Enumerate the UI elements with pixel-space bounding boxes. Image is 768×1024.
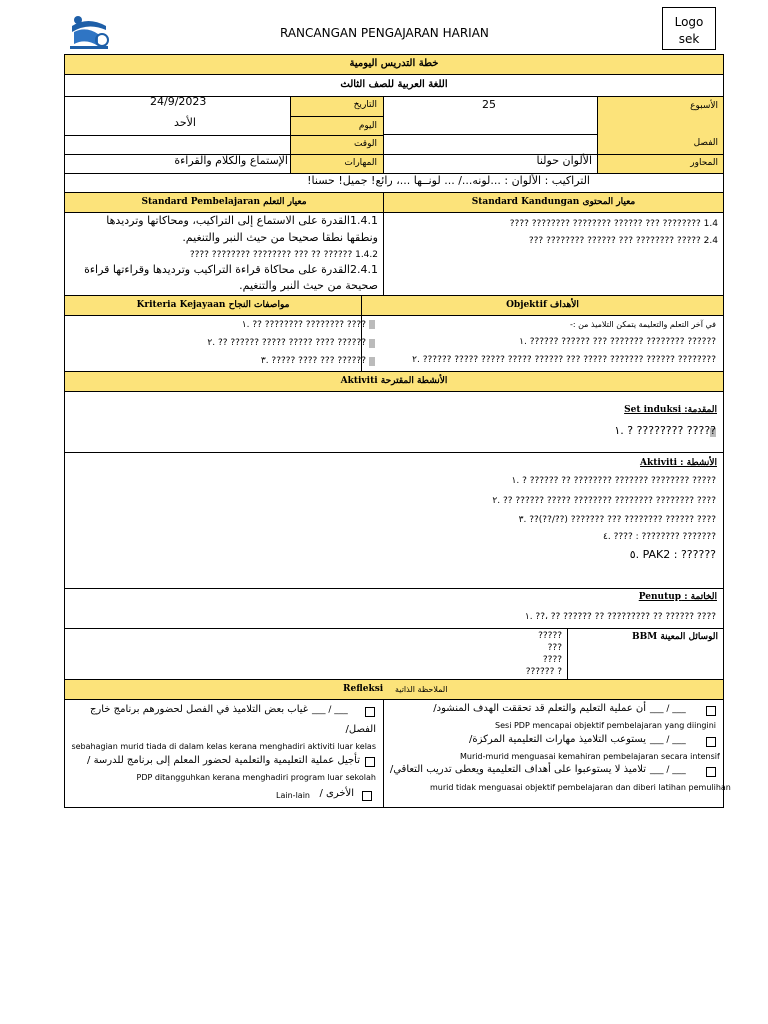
day-label: اليوم (358, 121, 377, 131)
bbm-item-2: ??? (547, 643, 562, 653)
reflection-right-ar-1: أن عملية التعليم والتعلم قد تحققت الهدف المنشود/ (433, 703, 646, 714)
objective-line-1: ١. ?????? ?????? ??? ??????? ???????? ?????? (519, 337, 716, 347)
learning-standard-line-1: 1.4.1القدرة على الاستماع إلى التراكيب، ومحاكاتها وترديدها (106, 214, 378, 227)
logo-placeholder-text: Logo sek (674, 15, 704, 46)
learning-standard-line-3: ???? ???????? ???????? ??? ?? ?????? 1.4.2 (189, 250, 378, 260)
main-title: خطة التدريس اليومية (349, 58, 439, 69)
objective-header: Objektif الأهداف (506, 300, 579, 310)
axis-label: المحاور (690, 158, 718, 168)
reflection-left-checkbox-1[interactable] (365, 707, 375, 717)
activity-line-2: ٢. ?? ?????? ????? ???????? ???????? ???????? ???? (492, 496, 716, 506)
criteria-line-1: ١. ?? ???????? ???????? ???? (241, 320, 366, 330)
activity-line-1: ١. ? ?????? ?? ???????? ??????? ???????? ????? (511, 476, 716, 486)
learning-standard-line-4: 2.4.1القدرة على محاكاة قراءة التراكيب وترديدها وقراءتها قراءة (84, 263, 378, 276)
criteria-line-2: ٢. ?? ?????? ????? ????? ???? ?????? (207, 338, 366, 348)
reflection-left-ar-3: الأخرى / (319, 788, 354, 799)
reflection-left-ms-3: Lain-lain (276, 791, 310, 800)
reflection-right-ar-3: تلاميذ لا يستوعبوا على أهداف التعليمية ويعطى تدريب التعاقي/ (389, 764, 646, 775)
closing-line: ١. ??، ?? ?????? ?? ????????? ?? ?????? ???? (524, 612, 716, 622)
activity-line-3: ٣. ??(??/??) ??????? ??? ???????? ?????? ???? (518, 515, 716, 525)
bbm-item-3: ???? (542, 655, 562, 665)
reflection-left-ar-1b: الفصل/ (345, 724, 376, 735)
reflection-left-ar-1: غياب بعض التلاميذ في الفصل لحضورهم برنامج خارج (89, 704, 308, 715)
content-standard-line-1: ???? ???????? ???????? ?????? ??? ???????? 1.4 (509, 219, 718, 229)
activity-label: الأنشطة : Aktiviti (640, 458, 717, 468)
learning-standard-line-5: صحيحة من حيث النبر والتنغيم. (239, 279, 378, 292)
reflection-left-checkbox-3[interactable] (362, 791, 372, 801)
reflection-right-checkbox-1[interactable] (706, 706, 716, 716)
class-label: الفصل (693, 138, 718, 148)
structures-text: التراكيب : الألوان : ...لونه.../ ... لونــها ...، رائع! جميل! حسنا! (307, 174, 590, 187)
activity-line-5: ٥. PAK2 : ?????? (629, 548, 716, 561)
reflection-left-blank-1: ___ / ___ (312, 705, 348, 715)
reflection-right-checkbox-2[interactable] (706, 737, 716, 747)
reflection-right-blank-2: ___ / ___ (650, 735, 686, 745)
page-title: RANCANGAN PENGAJARAN HARIAN (280, 26, 489, 40)
criteria-line-3: ٣. ????? ???? ??? ?????? (260, 356, 366, 366)
activity-line-4: ٤. ???? : ???????? ??????? (603, 532, 716, 542)
bbm-item-1: ????? (538, 631, 562, 641)
objective-line-2: ٢. ?????? ????? ????? ????? ?????? ??? ????? ??????? ?????? ???????? (412, 355, 716, 365)
reflection-right-ms-1: Sesi PDP mencapai objektif pembelajaran yang diingini (495, 721, 716, 730)
reflection-header-arabic: الملاحظة الذاتية (395, 685, 448, 694)
skills-label: المهارات (344, 158, 377, 168)
reflection-right-ar-2: يستوعب التلاميذ مهارات التعليمية المركزة/ (468, 734, 646, 745)
school-logo (68, 12, 110, 50)
set-induction-label: المقدمة: Set induksi (624, 405, 717, 415)
date-label: التاريخ (353, 100, 377, 110)
activities-header: Aktiviti الأنشطة المقترحة (340, 376, 448, 386)
reflection-left-ms-1: sebahagian murid tiada di dalam kelas kerana menghadiri aktiviti luar kelas (71, 742, 376, 751)
reflection-right-ms-3: murid tidak menguasai objektif pembelajaran dan diberi latihan pemulihan (430, 783, 731, 792)
content-standard-line-2: ??? ???????? ?????? ??? ???????? ????? 2.4 (528, 236, 718, 246)
reflection-header-bar (65, 680, 723, 700)
reflection-right-blank-3: ___ / ___ (650, 765, 686, 775)
reflection-right-ms-2: Murid-murid menguasai kemahiran pembelajaran secara intensif (460, 752, 720, 761)
reflection-right-checkbox-3[interactable] (706, 767, 716, 777)
reflection-header-latin: Refleksi (343, 684, 384, 694)
date-value: 24/9/2023 (150, 95, 207, 108)
criteria-header: Kriteria Kejayaan مواصفات النجاح (136, 300, 290, 310)
learning-standard-header: Standard Pembelajaran معيار التعلم (141, 197, 307, 207)
subject-title: اللغة العربية للصف الثالث (340, 79, 448, 90)
reflection-left-checkbox-2[interactable] (365, 757, 375, 767)
skills-value: الإستماع والكلام والقراءة (174, 154, 288, 167)
learning-standard-line-2: ونطقها نطقا صحيحا من حيث النبر والتنغيم. (182, 231, 378, 244)
day-value: الأحد (174, 116, 196, 129)
time-label: الوقت (353, 139, 377, 149)
axis-value: الألوان حولنا (536, 154, 592, 167)
reflection-left-ms-2: PDP ditangguhkan kerana menghadiri program luar sekolah (136, 773, 376, 782)
bbm-label: الوسائل المعينة BBM (632, 632, 718, 642)
reflection-left-ar-2: تأجيل عملية التعليمية والتعلمية لحضور المعلم إلى برنامج للدرسة / (87, 755, 360, 766)
content-standard-header: Standard Kandungan معيار المحتوى (471, 197, 636, 207)
bbm-item-4: ?????? ? (525, 667, 562, 677)
objective-intro: في آخر التعلم والتعليمة يتمكن التلاميذ من :- (569, 320, 716, 329)
week-value: 25 (482, 98, 496, 111)
logo-placeholder-box (662, 7, 716, 50)
week-label: الأسبوع (690, 101, 718, 111)
set-induction-line: ١. ? ???????? ????? (614, 424, 716, 437)
closing-label: الخاتمة : Penutup (638, 592, 717, 602)
reflection-right-blank-1: ___ / ___ (650, 704, 686, 714)
